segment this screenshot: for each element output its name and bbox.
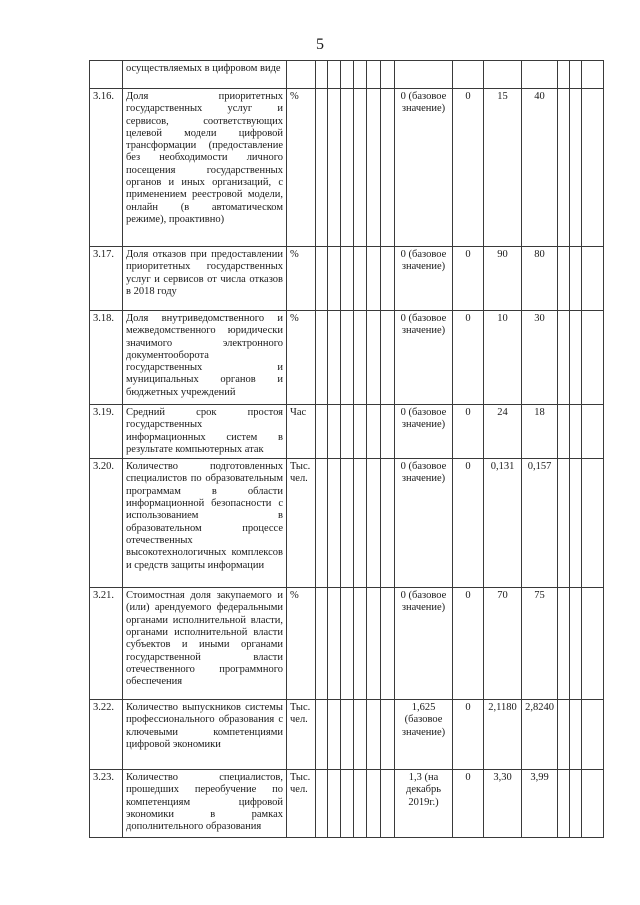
row-number: 3.17. (90, 247, 123, 311)
empty-cell (367, 459, 381, 588)
empty-cell (328, 89, 341, 247)
table-row (90, 311, 604, 405)
row-number: 3.18. (90, 311, 123, 405)
row-value-0: 0 (453, 770, 484, 838)
empty-cell (341, 311, 354, 405)
row-value-2: 3,99 (522, 770, 558, 838)
empty-cell (316, 405, 328, 459)
indicators-table (89, 60, 604, 838)
empty-cell (381, 459, 395, 588)
row-base-value: 0 (базовое значение) (395, 405, 453, 459)
empty-cell (328, 588, 341, 700)
table-row (90, 700, 604, 770)
empty-cell (582, 700, 604, 770)
row-unit: % (287, 588, 316, 700)
empty-cell (328, 405, 341, 459)
empty-cell (354, 588, 367, 700)
empty-cell (570, 588, 582, 700)
empty-cell (328, 770, 341, 838)
row-value-2: 80 (522, 247, 558, 311)
row-unit: Тыс. чел. (287, 700, 316, 770)
table-row (90, 405, 604, 459)
row-name: Средний срок простоя государственных информационных систем в результате компьютерных атак (123, 405, 287, 459)
row-base-value: 0 (базовое значение) (395, 459, 453, 588)
row-value-1: 3,30 (484, 770, 522, 838)
empty-cell (381, 700, 395, 770)
row-value-0: 0 (453, 459, 484, 588)
row-name: осуществляемых в цифровом виде (123, 61, 287, 89)
row-name: Количество выпускников системы профессионального образования с ключевыми компетенциями цифровой экономики (123, 700, 287, 770)
empty-cell (316, 311, 328, 405)
row-base-value: 0 (базовое значение) (395, 311, 453, 405)
empty-cell (570, 770, 582, 838)
empty-cell (328, 311, 341, 405)
row-value-1: 2,1180 (484, 700, 522, 770)
continuation-row (90, 61, 604, 89)
empty-cell (582, 770, 604, 838)
empty-cell (316, 247, 328, 311)
row-number: 3.23. (90, 770, 123, 838)
row-base-value: 0 (базовое значение) (395, 89, 453, 247)
empty-cell (354, 405, 367, 459)
row-value-2: 0,157 (522, 459, 558, 588)
page-number: 5 (316, 36, 324, 53)
row-unit: % (287, 311, 316, 405)
empty-cell (570, 247, 582, 311)
empty-cell (570, 459, 582, 588)
empty-cell (354, 459, 367, 588)
empty-cell (558, 247, 570, 311)
empty-cell (328, 247, 341, 311)
empty-cell (582, 459, 604, 588)
row-value-1: 90 (484, 247, 522, 311)
empty-cell (558, 770, 570, 838)
row-name: Стоимостная доля закупаемого и (или) арендуемого федеральными органами исполнительной власти, органами исполнительной власти субъектов и иными органами государственной власти отечественного программного обеспечения (123, 588, 287, 700)
row-name: Количество подготовленных специалистов по образовательным программам в области информационной безопасности с использованием в образовательном процессе отечественных высокотехнологичных комплексов и средств защиты информации (123, 459, 287, 588)
row-value-0: 0 (453, 405, 484, 459)
empty-cell (570, 700, 582, 770)
row-value-1: 70 (484, 588, 522, 700)
row-unit: % (287, 247, 316, 311)
row-number: 3.21. (90, 588, 123, 700)
row-name: Количество специалистов, прошедших переобучение по компетенциям цифровой экономики в рамках дополнительного образования (123, 770, 287, 838)
row-base-value: 0 (базовое значение) (395, 247, 453, 311)
empty-cell (341, 89, 354, 247)
empty-cell (341, 588, 354, 700)
row-value-1: 10 (484, 311, 522, 405)
row-number: 3.22. (90, 700, 123, 770)
row-name: Доля отказов при предоставлении приоритетных государственных услуг и сервисов от числа отказов в 2018 году (123, 247, 287, 311)
row-value-2: 30 (522, 311, 558, 405)
empty-cell (381, 405, 395, 459)
empty-cell (570, 311, 582, 405)
row-name: Доля приоритетных государственных услуг и сервисов, соответствующих целевой модели цифровой трансформации (предоставление без необходимости личного посещения государственных органов и иных организаций, с применением реестровой модели, онлайн (в автоматическом режиме), проактивно) (123, 89, 287, 247)
empty-cell (558, 700, 570, 770)
empty-cell (316, 459, 328, 588)
empty-cell (354, 247, 367, 311)
empty-cell (381, 247, 395, 311)
empty-cell (558, 459, 570, 588)
empty-cell (341, 247, 354, 311)
row-value-2: 18 (522, 405, 558, 459)
empty-cell (570, 405, 582, 459)
row-unit: Тыс. чел. (287, 459, 316, 588)
row-base-value: 0 (базовое значение) (395, 588, 453, 700)
row-value-0: 0 (453, 311, 484, 405)
empty-cell (582, 405, 604, 459)
row-value-2: 2,8240 (522, 700, 558, 770)
row-number: 3.19. (90, 405, 123, 459)
empty-cell (558, 89, 570, 247)
row-name: Доля внутриведомственного и межведомственного юридически значимого электронного документооборота государственных и муниципальных органов и бюджетных учреждений (123, 311, 287, 405)
row-value-1: 15 (484, 89, 522, 247)
empty-cell (558, 405, 570, 459)
empty-cell (328, 700, 341, 770)
empty-cell (582, 89, 604, 247)
table-row (90, 247, 604, 311)
table-row (90, 89, 604, 247)
empty-cell (367, 311, 381, 405)
empty-cell (354, 89, 367, 247)
empty-cell (367, 588, 381, 700)
row-base-value: 1,625 (базовое значение) (395, 700, 453, 770)
empty-cell (381, 311, 395, 405)
empty-cell (341, 770, 354, 838)
empty-cell (341, 405, 354, 459)
empty-cell (341, 700, 354, 770)
empty-cell (582, 247, 604, 311)
empty-cell (367, 89, 381, 247)
row-unit: % (287, 89, 316, 247)
row-unit: Час (287, 405, 316, 459)
empty-cell (354, 311, 367, 405)
row-value-2: 40 (522, 89, 558, 247)
empty-cell (367, 405, 381, 459)
empty-cell (381, 588, 395, 700)
row-number: 3.16. (90, 89, 123, 247)
empty-cell (341, 459, 354, 588)
empty-cell (367, 770, 381, 838)
table-row (90, 459, 604, 588)
empty-cell (582, 311, 604, 405)
empty-cell (316, 700, 328, 770)
row-value-1: 24 (484, 405, 522, 459)
empty-cell (316, 770, 328, 838)
row-value-0: 0 (453, 247, 484, 311)
empty-cell (354, 700, 367, 770)
row-value-0: 0 (453, 700, 484, 770)
empty-cell (354, 770, 367, 838)
empty-cell (381, 770, 395, 838)
empty-cell (316, 588, 328, 700)
row-value-0: 0 (453, 89, 484, 247)
row-value-2: 75 (522, 588, 558, 700)
empty-cell (316, 89, 328, 247)
empty-cell (328, 459, 341, 588)
empty-cell (582, 588, 604, 700)
empty-cell (367, 247, 381, 311)
empty-cell (558, 588, 570, 700)
table-row (90, 770, 604, 838)
empty-cell (381, 89, 395, 247)
empty-cell (558, 311, 570, 405)
row-number: 3.20. (90, 459, 123, 588)
row-unit: Тыс. чел. (287, 770, 316, 838)
row-base-value: 1,3 (на декабрь 2019г.) (395, 770, 453, 838)
empty-cell (570, 89, 582, 247)
table-row (90, 588, 604, 700)
row-number (90, 61, 123, 89)
row-value-0: 0 (453, 588, 484, 700)
empty-cell (367, 700, 381, 770)
row-value-1: 0,131 (484, 459, 522, 588)
